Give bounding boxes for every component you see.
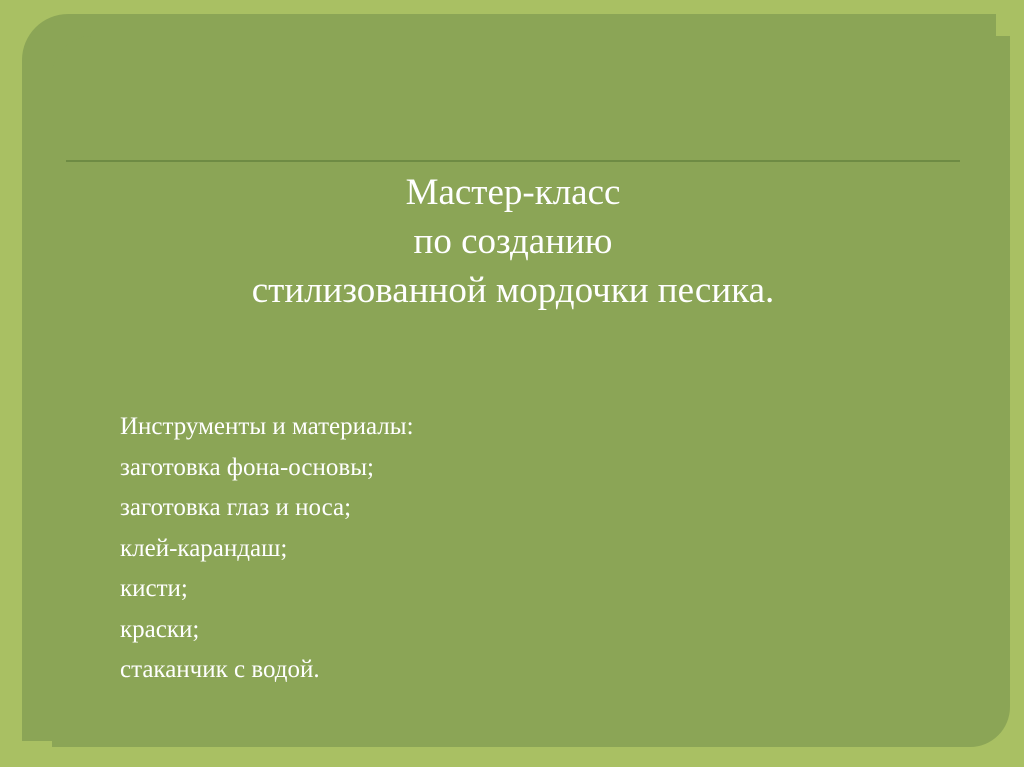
- body-line-5: кисти;: [120, 575, 188, 602]
- body-line-2: заготовка фона-основы;: [120, 453, 374, 481]
- body-line-7: стаканчик с водой.: [120, 656, 320, 683]
- title-divider: [66, 160, 960, 162]
- title-line-2: по созданию: [413, 221, 613, 263]
- slide-title: [66, 168, 960, 316]
- slide-body: [120, 407, 940, 691]
- body-line-1: Инструменты и материалы:: [120, 413, 414, 440]
- title-line-1: Мастер-класс: [405, 172, 621, 213]
- body-line-3: заготовка глаз и носа;: [120, 494, 352, 521]
- body-line-6: краски;: [120, 615, 200, 643]
- body-line-4: клей-карандаш;: [120, 534, 288, 562]
- title-line-3: стилизованной мордочки песика.: [251, 270, 775, 312]
